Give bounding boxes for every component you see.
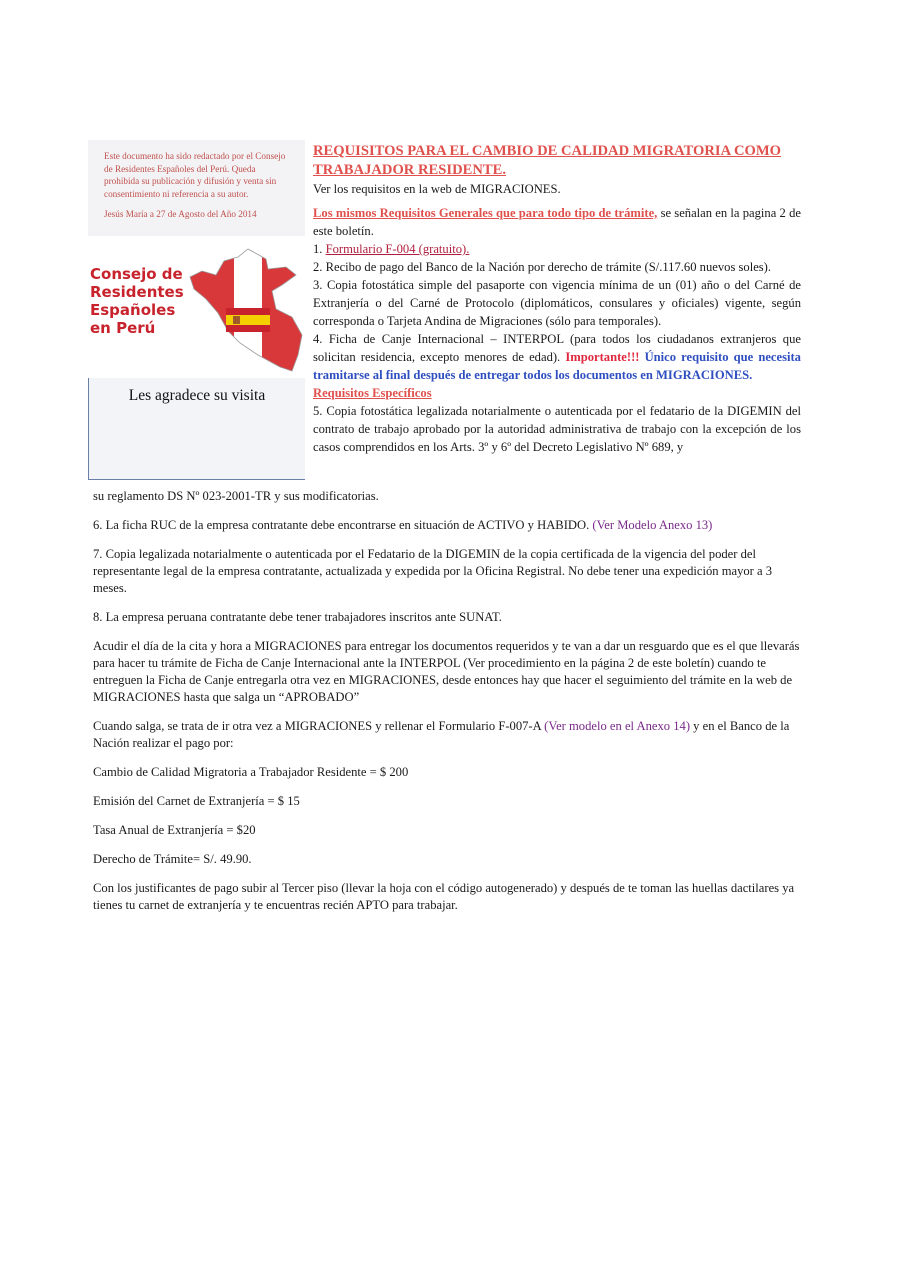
payment-intro: Cuando salga, se trata de ir otra vez a MIGRACIONES y rellenar el Formulario F-007-A [93, 719, 545, 733]
logo-line: Residentes [90, 283, 184, 301]
main-column [313, 142, 801, 456]
item-1 [313, 240, 801, 258]
form-f004-link[interactable]: Formulario F-004 (gratuito). [325, 242, 470, 256]
logo-text [90, 265, 184, 337]
web-note: Ver los requisitos en la web de MIGRACIONES. [313, 182, 561, 196]
item-5-continued: su reglamento DS Nº 023-2001-TR y sus modificatorias. [93, 489, 379, 503]
fee-item: Derecho de Trámite= S/. 49.90. [93, 852, 252, 866]
important-note: Único requisito que necesita tramitarse al final después de entregar todos los documentos en MIGRACIONES. [313, 350, 801, 382]
logo-line: Españoles [90, 301, 176, 319]
specific-requirements-heading: Requisitos Específicos [313, 386, 432, 400]
visit-box [88, 378, 305, 480]
payment-rest: y en el Banco de la Nación realizar el pago por: [93, 719, 790, 750]
notice-date: Jesús María a 27 de Agosto del Año 2014 [104, 209, 257, 219]
general-requirements [313, 204, 801, 240]
item-3: 3. Copia fotostática simple del pasaporte con vigencia mínima de un (01) año o del Carné de Extranjería o del Carné de Protocolo (diplomáticos, consulares y oficiales) vigente, según corresponda o Tarjeta Andina de Migraciones (sólo para temporales). [313, 278, 801, 328]
appointment-paragraph: Acudir el día de la cita y hora a MIGRACIONES para entregar los documentos requeridos y te van a dar un resguardo que es el que llevarás para hacer tu trámite de Ficha de Canje Internacional ante la INTERPOL (Ver procedimiento en la página 2 de este boletín) cuando te entreguen la Ficha de Canje entregarla otra vez en MIGRACIONES, desde entonces hay que hacer el seguimiento del trámite en la web de MIGRACIONES hasta que salga un “APROBADO” [93, 639, 800, 704]
visit-text: Les agradece su visita [128, 387, 266, 404]
item-4 [313, 330, 801, 384]
copyright-notice [88, 140, 305, 236]
general-requirements-link[interactable]: Los mismos Requisitos Generales que para todo tipo de trámite, [313, 206, 658, 220]
payment-paragraph [93, 718, 803, 752]
notice-text: Este documento ha sido redactado por el Consejo de Residentes Españoles del Perú. Queda prohibida su publicación y difusión y venta sin consentimiento ni referencia a su autor. [104, 151, 286, 199]
general-requirements-text: se señalan en la pagina 2 de este boletín. [313, 206, 801, 238]
council-logo [88, 245, 305, 377]
fee-item: Tasa Anual de Extranjería = $20 [93, 823, 256, 837]
fee-item: Cambio de Calidad Migratoria a Trabajador Residente = $ 200 [93, 765, 409, 779]
item-7: 7. Copia legalizada notarialmente o autenticada por el Fedatario de la DIGEMIN de la copia certificada de la vigencia del poder del representante legal de la empresa contratante, actualizada y expedida por la Oficina Registral. No debe tener una expedición mayor a 3 meses. [93, 547, 773, 595]
logo-line: Consejo de [90, 265, 183, 283]
annex-13-link[interactable]: (Ver Modelo Anexo 13) [592, 518, 713, 532]
item-number: 1. [313, 242, 326, 256]
peru-map-flag-icon [188, 247, 306, 375]
lower-section [93, 488, 803, 926]
important-label: Importante!!! [565, 350, 640, 364]
fee-item: Emisión del Carnet de Extranjería = $ 15 [93, 794, 300, 808]
final-paragraph: Con los justificantes de pago subir al Tercer piso (llevar la hoja con el código autogenerado) y después de te toman las huellas dactilares ya tienes tu carnet de extranjería y te encuentras recién APTO para trabajar. [93, 881, 795, 912]
item-6-text: 6. La ficha RUC de la empresa contratante debe encontrarse en situación de ACTIVO y HABIDO. [93, 518, 593, 532]
item-6 [93, 517, 803, 534]
item-2: 2. Recibo de pago del Banco de la Nación por derecho de trámite (S/.117.60 nuevos soles). [313, 260, 772, 274]
item-8: 8. La empresa peruana contratante debe tener trabajadores inscritos ante SUNAT. [93, 610, 502, 624]
logo-line: en Perú [90, 319, 156, 337]
annex-14-link[interactable]: (Ver modelo en el Anexo 14) [544, 719, 691, 733]
item-5: 5. Copia fotostática legalizada notarialmente o autenticada por el fedatario de la DIGEMIN del contrato de trabajo aprobado por la autoridad administrativa de trabajo con la excepción de los casos comprendidos en los Arts. 3º y 6º del Decreto Legislativo Nº 689, y [313, 404, 801, 454]
item-4-text: 4. Ficha de Canje Internacional – INTERPOL (para todos los ciudadanos extranjeros que solicitan residencia, excepto menores de edad). [313, 332, 801, 364]
page-title: REQUISITOS PARA EL CAMBIO DE CALIDAD MIGRATORIA COMO TRABAJADOR RESIDENTE. [313, 143, 782, 178]
